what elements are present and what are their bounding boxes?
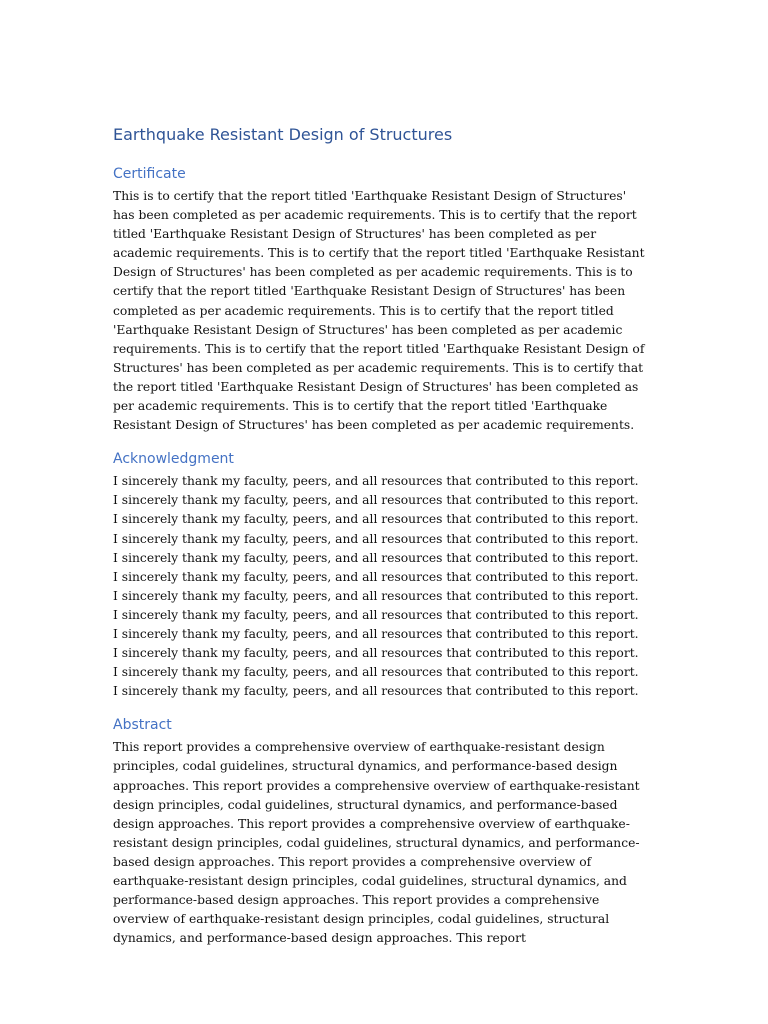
certificate-section [113, 164, 645, 435]
certificate-body: This is to certify that the report titled 'Earthquake Resistant Design of Structures' has been completed as per academic requirements. This is to certify that the report titled 'Earthquake Resistant Design of Structures' has been completed as per academic requirements. This is to certify that the report titled 'Earthquake Resistant Design of Structures' has been completed as per academic requirements. This is to certify that the report titled 'Earthquake Resistant Design of Structures' has been completed as per academic requirements. This is to certify that the report titled 'Earthquake Resistant Design of Structures' has been completed as per academic requirements. This is to certify that the report titled 'Earthquake Resistant Design of Structures' has been completed as per academic requirements. This is to certify that the report titled 'Earthquake Resistant Design of Structures' has been completed as per academic requirements. This is to certify that the report titled 'Earthquake Resistant Design of Structures' has been completed as per academic requirements. [113, 189, 645, 433]
acknowledgment-heading: Acknowledgment [113, 451, 234, 468]
document-page [113, 123, 645, 962]
abstract-heading: Abstract [113, 717, 172, 734]
document-title: Earthquake Resistant Design of Structures [113, 125, 453, 144]
acknowledgment-section [113, 449, 645, 701]
abstract-section [113, 715, 645, 948]
acknowledgment-body: I sincerely thank my faculty, peers, and all resources that contributed to this report. I sincerely thank my faculty, peers, and all resources that contributed to this report. I sincerely thank my faculty, peers, and all resources that contributed to this report. I sincerely thank my faculty, peers, and all resources that contributed to this report. I sincerely thank my faculty, peers, and all resources that contributed to this report. I sincerely thank my faculty, peers, and all resources that contributed to this report. I sincerely thank my faculty, peers, and all resources that contributed to this report. I sincerely thank my faculty, peers, and all resources that contributed to this report. I sincerely thank my faculty, peers, and all resources that contributed to this report. I sincerely thank my faculty, peers, and all resources that contributed to this report. I sincerely thank my faculty, peers, and all resources that contributed to this report. I sincerely thank my faculty, peers, and all resources that contributed to this report. [113, 474, 639, 699]
certificate-heading: Certificate [113, 166, 186, 182]
abstract-body: This report provides a comprehensive overview of earthquake-resistant design principles, codal guidelines, structural dynamics, and performance-based design approaches. This report provides a comprehensive overview of earthquake-resistant design principles, codal guidelines, structural dynamics, and performance-based design approaches. This report provides a comprehensive overview of earthquake-resistant design principles, codal guidelines, structural dynamics, and performance-based design approaches. This report provides a comprehensive overview of earthquake-resistant design principles, codal guidelines, structural dynamics, and performance-based design approaches. This report provides a comprehensive overview of earthquake-resistant design principles, codal guidelines, structural dynamics, and performance-based design approaches. This report [113, 740, 640, 946]
